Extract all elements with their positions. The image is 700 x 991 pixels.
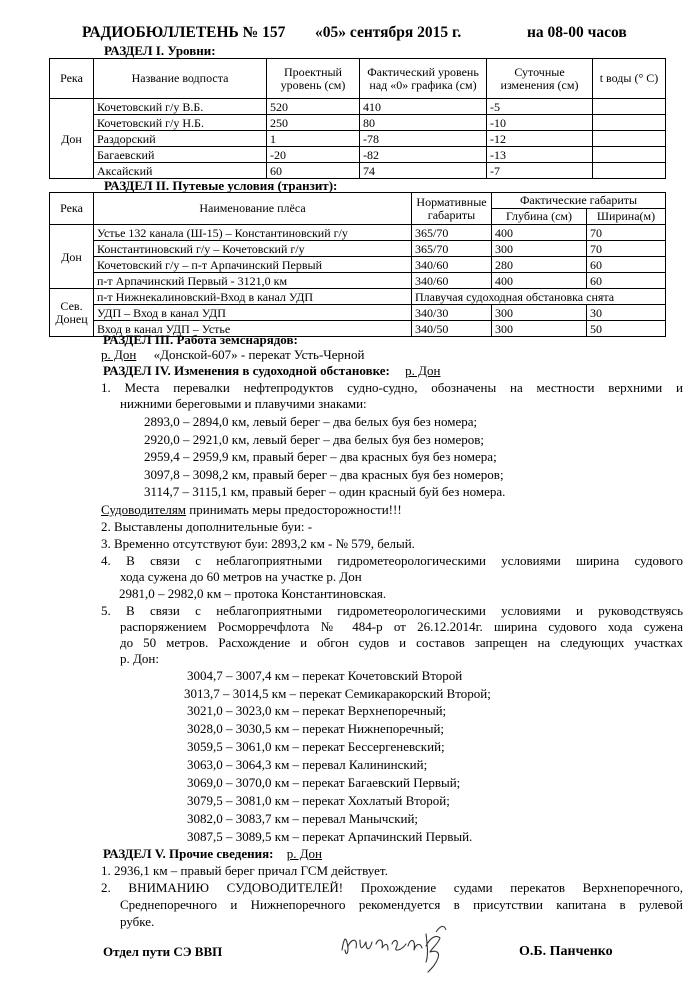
levels-table bbox=[49, 58, 666, 179]
restricted-stretch: 3087,5 – 3089,5 км – перекат Арпачинский Первый. bbox=[187, 829, 473, 844]
temp-cell bbox=[593, 115, 666, 131]
col-header-post: Название водпоста bbox=[94, 59, 267, 99]
col-header-name: Наименование плёса bbox=[94, 193, 412, 225]
depth-cell: 300 bbox=[492, 321, 587, 337]
col-header-depth: Глубина (см) bbox=[492, 209, 587, 225]
transfer-site: 3097,8 – 3098,2 км, правый берег – два красных буя без номеров; bbox=[144, 467, 504, 482]
table-row bbox=[50, 115, 666, 131]
caution-text: принимать меры предосторожности!!! bbox=[186, 502, 402, 517]
post-cell: Аксайский bbox=[94, 163, 267, 179]
restricted-stretch: 3004,7 – 3007,4 км – перекат Кочетовский Второй bbox=[187, 668, 463, 683]
restricted-stretch: 3079,5 – 3081,0 км – перекат Хохлатый Второй; bbox=[187, 793, 450, 808]
restricted-stretch: 3082,0 – 3083,7 км – перевал Манычский; bbox=[187, 811, 419, 826]
document-title bbox=[82, 24, 682, 44]
section-5-title: РАЗДЕЛ V. Прочие сведения: bbox=[103, 846, 274, 861]
col-header-design: Проектный уровень (см) bbox=[267, 59, 360, 99]
table-row bbox=[50, 273, 666, 289]
norm-cell: 340/60 bbox=[412, 257, 492, 273]
depth-cell: 300 bbox=[492, 305, 587, 321]
depth-cell: 400 bbox=[492, 225, 587, 241]
section-2-title: РАЗДЕЛ II. Путевые условия (транзит): bbox=[104, 178, 338, 193]
design-cell: 250 bbox=[267, 115, 360, 131]
restricted-stretch: 3069,0 – 3070,0 км – перекат Багаевский Первый; bbox=[187, 775, 461, 790]
post-cell: Кочетовский г/у Н.Б. bbox=[94, 115, 267, 131]
table-row bbox=[50, 289, 666, 305]
transfer-site: 2920,0 – 2921,0 км, левый берег – два белых буя без номеров; bbox=[144, 432, 484, 447]
col-header-river: Река bbox=[50, 193, 94, 225]
table-header-row bbox=[50, 59, 666, 99]
caution-underlined: Судоводителям bbox=[101, 502, 187, 517]
daily-cell: -5 bbox=[487, 99, 593, 115]
stretch-cell: Устье 132 канала (Ш-15) – Константиновский г/у bbox=[94, 225, 412, 241]
width-cell: 60 bbox=[587, 273, 666, 289]
other-item-2-line-2: Среднепоречного и Нижнепоречного рекомендуется в присутствии капитана в рулевой bbox=[120, 897, 683, 912]
handwritten-signature bbox=[336, 916, 466, 974]
actual-cell: 80 bbox=[360, 115, 487, 131]
section-3-title: РАЗДЕЛ III. Работа земснарядов: bbox=[103, 332, 298, 347]
col-header-width: Ширина(м) bbox=[587, 209, 666, 225]
col-header-normative: Нормативные габариты bbox=[412, 193, 492, 225]
item-4-line-1: 4. В связи с неблагоприятными гидрометеорологическими условиями ширина судового bbox=[101, 553, 683, 568]
river-label: р. Дон bbox=[405, 363, 441, 378]
other-item-2-line-1: 2. ВНИМАНИЮ СУДОВОДИТЕЛЕЙ! Прохождение судами перекатов Верхнепоречного, bbox=[101, 880, 683, 895]
norm-cell: 340/60 bbox=[412, 273, 492, 289]
stretch-cell: Кочетовский г/у – п-т Арпачинский Первый bbox=[94, 257, 412, 273]
other-item-2-line-3: рубке. bbox=[120, 914, 155, 929]
restricted-stretch: 3013,7 – 3014,5 км – перекат Семикаракорский Второй; bbox=[184, 686, 491, 701]
temp-cell bbox=[593, 147, 666, 163]
transfer-site: 2959,4 – 2959,9 км, правый берег – два красных буя без номера; bbox=[144, 449, 497, 464]
actual-cell: 74 bbox=[360, 163, 487, 179]
item-5-line-4: р. Дон: bbox=[120, 651, 159, 666]
restricted-stretch: 3063,0 – 3064,3 км – перевал Калининский; bbox=[187, 757, 428, 772]
item-1-line-1: 1. Места перевалки нефтепродуктов судно-судно, обозначены на местности верхними и bbox=[101, 380, 683, 395]
bulletin-date: «05» сентября 2015 г. bbox=[315, 24, 462, 41]
col-header-daily: Суточные изменения (см) bbox=[487, 59, 593, 99]
item-2: 2. Выставлены дополнительные буи: - bbox=[101, 519, 313, 534]
transit-table bbox=[49, 192, 666, 337]
col-header-temp: t воды (° C) bbox=[593, 59, 666, 99]
width-cell: 70 bbox=[587, 241, 666, 257]
other-item-1: 1. 2936,1 км – правый берег причал ГСМ действует. bbox=[101, 863, 388, 878]
table-row bbox=[50, 305, 666, 321]
river-cell: Дон bbox=[50, 225, 94, 289]
temp-cell bbox=[593, 163, 666, 179]
river-cell: Дон bbox=[50, 99, 94, 179]
stretch-cell: УДП – Вход в канал УДП bbox=[94, 305, 412, 321]
section-1-title: РАЗДЕЛ I. Уровни: bbox=[104, 43, 216, 58]
temp-cell bbox=[593, 99, 666, 115]
table-row bbox=[50, 131, 666, 147]
note-cell: Плавучая судоходная обстановка снята bbox=[412, 289, 666, 305]
daily-cell: -7 bbox=[487, 163, 593, 179]
bulletin-number: РАДИОБЮЛЛЕТЕНЬ № 157 bbox=[82, 24, 286, 41]
stretch-cell: Вход в канал УДП – Устье bbox=[94, 321, 412, 337]
section-4-title: РАЗДЕЛ IV. Изменения в судоходной обстановке: bbox=[103, 363, 390, 378]
actual-cell: -78 bbox=[360, 131, 487, 147]
caution-line bbox=[101, 502, 402, 518]
river-label: р. Дон bbox=[286, 846, 323, 861]
section-5-title-line bbox=[103, 846, 322, 862]
dredger-text: «Донской-607» - перекат Усть-Черной bbox=[153, 347, 365, 362]
item-1-line-2: нижними береговыми и плавучими знаками: bbox=[120, 396, 367, 411]
restricted-stretch: 3028,0 – 3030,5 км – перекат Нижнепоречный; bbox=[187, 721, 445, 736]
norm-cell: 340/30 bbox=[412, 305, 492, 321]
department-label: Отдел пути СЭ ВВП bbox=[103, 944, 223, 959]
stretch-cell: Константиновский г/у – Кочетовский г/у bbox=[94, 241, 412, 257]
river-cell: Сев. Донец bbox=[50, 289, 94, 337]
table-row bbox=[50, 257, 666, 273]
actual-cell: -82 bbox=[360, 147, 487, 163]
stretch-cell: п-т Арпачинский Первый - 3121,0 км bbox=[94, 273, 412, 289]
section-4-title-line bbox=[103, 363, 440, 379]
table-header-row bbox=[50, 193, 666, 209]
section-3-line bbox=[101, 347, 364, 363]
item-4-line-2: хода сужена до 60 метров на участке р. Дон bbox=[120, 569, 362, 584]
width-cell: 50 bbox=[587, 321, 666, 337]
post-cell: Раздорский bbox=[94, 131, 267, 147]
item-5-line-1: 5. В связи с неблагоприятными гидрометеорологическими условиями и руководствуясь bbox=[101, 603, 683, 618]
table-row bbox=[50, 241, 666, 257]
daily-cell: -10 bbox=[487, 115, 593, 131]
table-row bbox=[50, 99, 666, 115]
item-3: 3. Временно отсутствуют буи: 2893,2 км - № 579, белый. bbox=[101, 536, 415, 551]
width-cell: 60 bbox=[587, 257, 666, 273]
depth-cell: 300 bbox=[492, 241, 587, 257]
table-row bbox=[50, 163, 666, 179]
transfer-site: 2893,0 – 2894,0 км, левый берег – два белых буя без номера; bbox=[144, 414, 478, 429]
table-row bbox=[50, 147, 666, 163]
width-cell: 30 bbox=[587, 305, 666, 321]
norm-cell: 365/70 bbox=[412, 225, 492, 241]
design-cell: 1 bbox=[267, 131, 360, 147]
restricted-stretch: 3059,5 – 3061,0 км – перекат Бессергеневский; bbox=[187, 739, 445, 754]
daily-cell: -12 bbox=[487, 131, 593, 147]
post-cell: Кочетовский г/у В.Б. bbox=[94, 99, 267, 115]
river-label: р. Дон bbox=[101, 347, 137, 362]
temp-cell bbox=[593, 131, 666, 147]
norm-cell: 365/70 bbox=[412, 241, 492, 257]
item-5-line-2: распоряжением Росморречфлота № 484-р от 26.12.2014г. ширина судового хода сужена bbox=[120, 619, 683, 634]
col-header-river: Река bbox=[50, 59, 94, 99]
col-header-actual: Фактический уровень над «0» графика (см) bbox=[360, 59, 487, 99]
norm-cell: 340/50 bbox=[412, 321, 492, 337]
design-cell: 60 bbox=[267, 163, 360, 179]
actual-cell: 410 bbox=[360, 99, 487, 115]
daily-cell: -13 bbox=[487, 147, 593, 163]
item-4-line-3: 2981,0 – 2982,0 км – протока Константиновская. bbox=[119, 586, 387, 601]
design-cell: -20 bbox=[267, 147, 360, 163]
width-cell: 70 bbox=[587, 225, 666, 241]
bulletin-time: на 08-00 часов bbox=[527, 24, 627, 41]
depth-cell: 280 bbox=[492, 257, 587, 273]
post-cell: Багаевский bbox=[94, 147, 267, 163]
table-row bbox=[50, 225, 666, 241]
col-header-actual: Фактические габариты bbox=[492, 193, 666, 209]
restricted-stretch: 3021,0 – 3023,0 км – перекат Верхнепоречный; bbox=[187, 703, 447, 718]
transfer-site: 3114,7 – 3115,1 км, правый берег – один красный буй без номера. bbox=[144, 484, 506, 499]
design-cell: 520 bbox=[267, 99, 360, 115]
item-5-line-3: до 50 метров. Расхождение и обгон судов и составов запрещен на следующих участках bbox=[120, 635, 683, 650]
depth-cell: 400 bbox=[492, 273, 587, 289]
stretch-cell: п-т Нижнекалиновский-Вход в канал УДП bbox=[94, 289, 412, 305]
signatory-name: О.Б. Панченко bbox=[519, 944, 613, 959]
